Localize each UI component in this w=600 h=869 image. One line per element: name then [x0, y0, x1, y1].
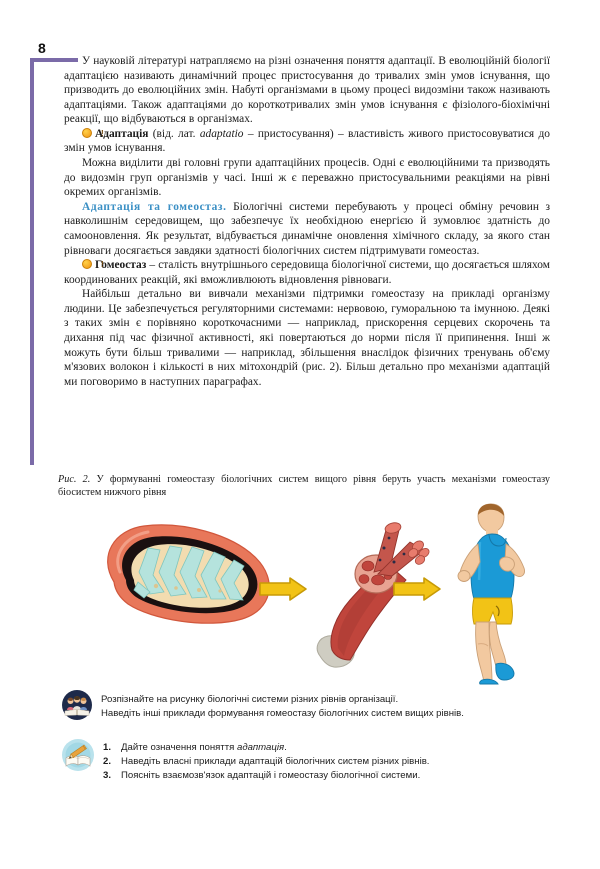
question-item [103, 755, 430, 769]
paragraph-human-mechanisms: Найбільш детально ви вивчали механізми підтримки гомеостазу на прикладі організму людини. Це забезпечується регуляторними системами: нервовою, гуморальною та імунною. Деякі з таких змін є порівняно короткочасними — наприклад, прискорення серцевих скорочень та дихання під час фізичної активності, які повертаються до норми після її припинення. Інші ж можуть бути більш тривалими — наприклад, збільшення внаслідок фізичних тренувань об'єму м'язових волокон і кількості в них мітохондрій (рис. 2). Більш детально про механізми адаптацій ми поговоримо в наступних параграфах. [64, 288, 550, 388]
paragraph-groups: Можна виділити дві головні групи адаптаційних процесів. Одні є еволюційними та призводять до видозмін груп організмів у часі. Інші ж є переважно пристосувальними реакціями на рівні окремих організмів. [64, 157, 550, 199]
questions-list [103, 739, 429, 784]
question-number: 2. [103, 756, 112, 768]
accent-rule-left [30, 58, 34, 465]
definition-homeostasis-rest: – сталість внутрішнього середовища біологічної системи, що досягається шляхом координованих реакцій, які вможливлюють відновлення рівноваги. [64, 259, 550, 286]
term-adaptation: Адаптація [95, 127, 149, 140]
definition-adaptation-rest: – пристосування) – властивість живого пристосовуватися до змін умов існування. [64, 127, 550, 155]
figure-label: Рис. 2. [58, 474, 91, 485]
question-term: адаптація [237, 742, 285, 753]
question-number: 3. [103, 770, 112, 782]
term-homeostasis: Гомеостаз [95, 259, 147, 272]
prompt-line-2: Наведіть інші приклади формування гомеостазу біологічних систем вищих рівнів. [101, 707, 464, 719]
question-text: Поясніть взаємозв'язок адаптацій і гомеостазу біологічної системи. [121, 770, 421, 782]
prompt-block [62, 690, 542, 720]
figure-illustration [64, 500, 544, 685]
article-body [64, 54, 550, 389]
attention-icon [82, 259, 92, 269]
prompt-text [101, 690, 464, 720]
paragraph-intro: У науковій літературі натрапляємо на різні означення поняття адаптації. В еволюційній біології адаптацією називають динамічний процес пристосування до тривалих змін умов існування, що призводить до еволюційних змін. Набуті організмами в цьому процесі видозміни також називають адаптаціями. Також адаптаціями до короткотривалих змін умов існування є фізіолого-біохімічні реакції, що відбуваються в організмах. [64, 55, 550, 126]
latin-term-adaptatio: adaptatio [199, 127, 244, 140]
question-item [103, 769, 429, 783]
left-shoe [480, 679, 498, 684]
question-text-end: . [284, 742, 287, 753]
question-text: Наведіть власні приклади адаптацій біологічних систем різних рівнів. [121, 756, 430, 768]
mitochondrion-illustration [108, 525, 270, 623]
left-hand [458, 571, 470, 582]
paragraph-homeostasis-intro [64, 200, 550, 258]
shorts [473, 598, 513, 624]
definition-homeostasis [64, 258, 550, 287]
figure-caption [58, 474, 550, 499]
right-hand [500, 557, 515, 571]
right-shoe [496, 663, 514, 680]
definition-adaptation [64, 127, 550, 156]
open-book-pencil-icon [62, 739, 94, 771]
prompt-line-1: Розпізнайте на рисунку біологічні системи різних рівнів організації. [101, 694, 399, 705]
students-reading-icon [62, 690, 92, 720]
definition-adaptation-open: (від. лат. [148, 127, 200, 140]
page-number: 8 [38, 40, 46, 56]
questions-block [62, 739, 542, 784]
paragraph-homeostasis-text: Біологічні системи перебувають у процесі обміну речовин з навколишнім середовищем, що забезпечує їх необхідною енергією й зумовлює здатність до самооновлення. Як результат, відбувається динамічне оновлення хімічного складу, за якого стан рівноваги досягається завдяки здатності біологічних систем підтримувати гомеостаз. [64, 200, 551, 257]
subheading-adaptation-homeostasis: Адаптація та гомеостаз. [82, 200, 227, 213]
question-text: Дайте означення поняття [121, 742, 237, 753]
figure-caption-text: У формуванні гомеостазу біологічних систем вищого рівня беруть участь механізми гомеостазу біосистем нижчого рівня [58, 474, 551, 498]
runner-illustration [458, 504, 525, 684]
attention-icon [82, 128, 92, 138]
question-number: 1. [103, 742, 112, 753]
question-item [103, 741, 429, 755]
open-book [65, 710, 89, 716]
